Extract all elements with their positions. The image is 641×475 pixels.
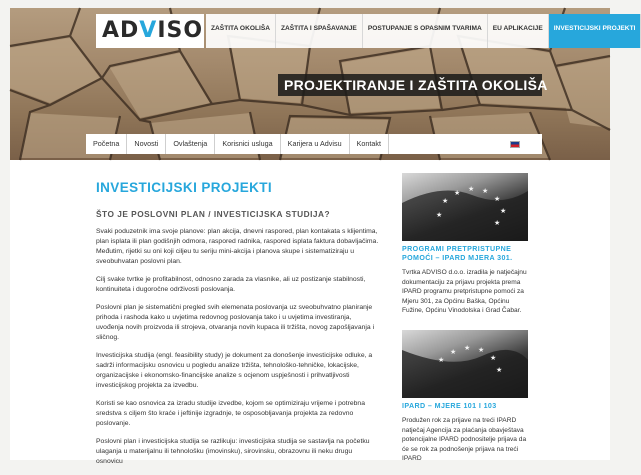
subnav-novosti[interactable]: Novosti: [127, 134, 166, 154]
paragraph-4: Investicijska studija (engl. feasibility study) je dokument za donošenje investicijske odluke, a sadrži informacijsku osnovicu u pogledu analize tržišta, tehnološko-tehničke, lokacijske, organizacijske i ekonomsko-financijske analize s ocjenom uspješnosti i prihvatljivosti investicijskog projekta za izvedbu.: [96, 352, 373, 389]
secondary-navigation: [86, 134, 542, 154]
page-title: INVESTICIJSKI PROJEKTI: [96, 180, 273, 195]
eu-flag-image[interactable]: [402, 173, 528, 241]
svg-text:★: ★: [442, 197, 449, 205]
topnav-eu-aplikacije[interactable]: EU APLIKACIJE: [488, 14, 549, 48]
svg-text:★: ★: [436, 211, 443, 219]
eu-flag-stars-icon: [402, 173, 528, 241]
subnav-korisnici-usluga[interactable]: Korisnici usluga: [215, 134, 280, 154]
svg-text:★: ★: [494, 219, 501, 227]
svg-text:★: ★: [468, 185, 475, 193]
svg-text:★: ★: [494, 195, 501, 203]
sidebar-news-item: [402, 173, 528, 316]
topnav-opasne-tvari[interactable]: POSTUPANJE S OPASNIM TVARIMA: [363, 14, 488, 48]
main-content: [96, 180, 380, 475]
svg-text:★: ★: [496, 365, 503, 374]
svg-text:★: ★: [478, 345, 485, 354]
svg-text:★: ★: [438, 355, 445, 364]
subnav-kontakt[interactable]: Kontakt: [350, 134, 389, 154]
svg-text:★: ★: [482, 187, 489, 195]
svg-text:★: ★: [500, 207, 507, 215]
svg-text:★: ★: [464, 343, 471, 352]
hero-banner: [10, 8, 636, 160]
sidebar-item-text: Produžen rok za prijave na treći IPARD natječaj Agencija za plaćanja obavještava potencijalne IPARD podnositelje prijava da će se rok za podnošenje prijava na treći IPARD: [402, 416, 527, 463]
eu-flag-stars-icon: [402, 330, 528, 398]
logo-text-accent: V: [139, 18, 158, 43]
eu-flag-image[interactable]: [402, 330, 528, 398]
section-subtitle: ŠTO JE POSLOVNI PLAN / INVESTICIJSKA STUDIJA?: [96, 209, 331, 219]
topnav-zastita-spasavanje[interactable]: ZAŠTITA I SPAŠAVANJE: [276, 14, 363, 48]
adviso-logo[interactable]: [96, 14, 204, 48]
subnav-pocetna[interactable]: Početna: [86, 134, 127, 154]
logo-text-tail: ISO: [157, 18, 204, 43]
topnav-investicijski-projekti[interactable]: INVESTICIJSKI PROJEKTI: [549, 14, 641, 48]
subnav-karijera[interactable]: Karijera u Advisu: [281, 134, 350, 154]
paragraph-6: Poslovni plan i investicijska studija se razlikuju: investicijska studija se sastavlja na početku ulaganja u materijalnu ili tehnološku (imovinsku), sirovinsku, obrazovnu ili neku drugu osnovicu: [96, 438, 370, 465]
subnav-ovlastenja[interactable]: Ovlaštenja: [166, 134, 215, 154]
sidebar-item-title[interactable]: IPARD – MJERE 101 I 103: [402, 401, 497, 410]
sidebar-item-text: Tvrtka ADVISO d.o.o. izradila je natječajnu dokumentaciju za prijavu projekta prema IPARD programu pretpristupne pomoći za Mjeru 301, za Općinu Baška, Općinu Fužine, Općinu Vinodolska i Grad Čabar.: [402, 269, 527, 315]
paragraph-2: Cilj svake tvrtke je profitabilnost, odnosno zarada za vlasnike, ali uz postizanje stabilnosti, kontinuiteta i dugoročne održivosti poslovanja.: [96, 276, 366, 293]
sidebar: [402, 173, 528, 464]
paragraph-5: Koristi se kao osnovica za izradu studije izvedbe, kojom se optimiziraju vrijeme i potrebna sredstva s ciljem što kraće i jeftinije izgradnje, te osposobljavanja projekta za redovno poslovanje.: [96, 400, 365, 427]
english-flag-icon[interactable]: [510, 141, 520, 148]
paragraph-3: Poslovni plan je sistematični pregled svih elemenata poslovanja uz sveobuhvatno planiranje prihoda i rashoda kako u uvjetima redovnog poslovanja tako i u uvjetima investiranja, uvođenja novih proizvoda ili strojeva, otvaranja novih kupaca ili tržišta, novog zapošljavanja i sličnog.: [96, 304, 375, 341]
page-frame: [10, 8, 636, 465]
banner-title: PROJEKTIRANJE I ZAŠTITA OKOLIŠA: [278, 74, 542, 96]
logo-text-main: AD: [102, 18, 140, 43]
svg-text:★: ★: [450, 347, 457, 356]
sidebar-news-item: [402, 330, 528, 464]
sidebar-item-title[interactable]: PROGRAMI PRETPRISTUPNE POMOĆI – IPARD MJERA 301.: [402, 245, 513, 262]
svg-text:★: ★: [454, 189, 461, 197]
top-navigation: [206, 14, 641, 48]
svg-text:★: ★: [490, 353, 497, 362]
topnav-zastita-okolisa[interactable]: ZAŠTITA OKOLIŠA: [206, 14, 276, 48]
paragraph-1: Svaki poduzetnik ima svoje planove: plan akcija, dnevni raspored, plan kontakata s klijentima, plan isplata ili plan godišnjih odmora, raspored radnika, raspored isplata faktura dobavljačima. Međutim, rijetki su oni koji ciljeu tu seriju mini-akcija i planova skupe i sistematiziraju u sveobuhvatan poslovni plan.: [96, 228, 379, 265]
